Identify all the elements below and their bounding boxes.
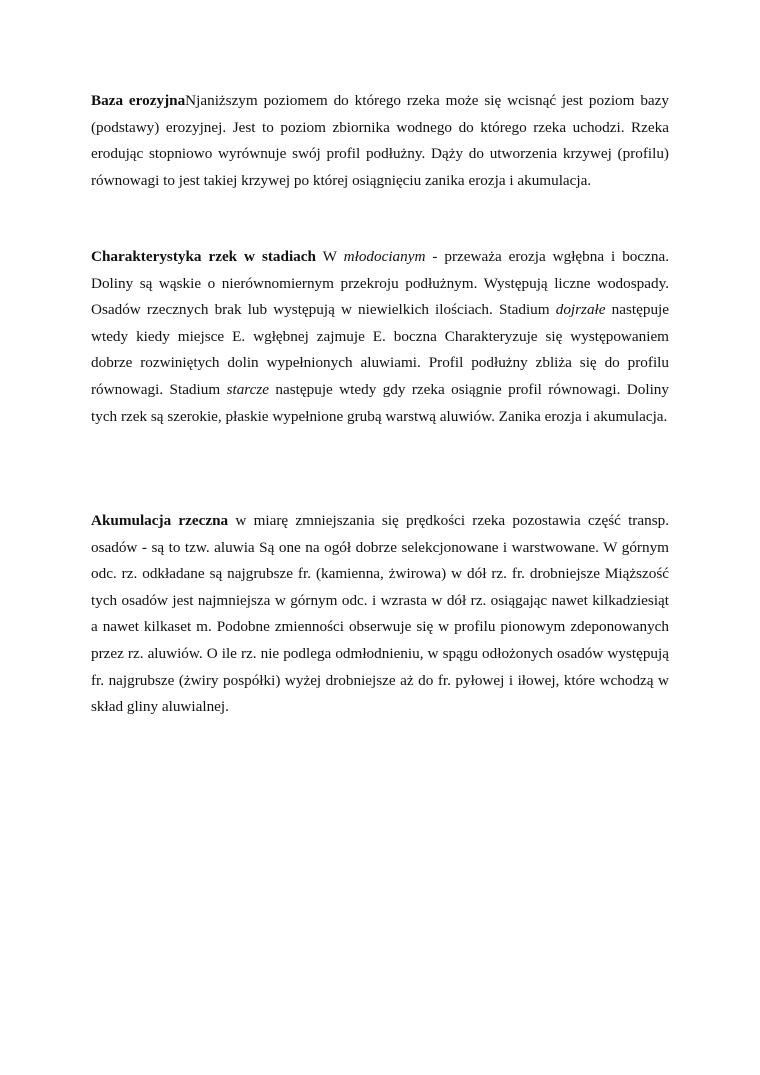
paragraph-text: następuje wtedy kiedy miejsce E. wgłębnej zajmuje E. boczna Charakteryzuje się występowaniem dobrze rozwiniętych dolin wypełnionych aluwiami. Profil podłużny zbliża się do profilu równowagi. Stadium (91, 301, 670, 398)
paragraph-text: w miarę zmniejszania się prędkości rzeka pozostawia część transp. osadów - są to tzw. aluwia Są one na ogół dobrze selekcjonowane i warstwowane. W górnym odc. rz. odkładane są najgrubsze fr. (kamienna, żwirowa) w dół rz. fr. drobniejsze Miąższość tych osadów jest najmniejsza w górnym odc. i wzrasta w dół rz. osiągając nawet kilkadziesiąt a nawet kilkaset m. Podobne zmienności obserwuje się w profilu pionowym zdeponowanych przez rz. aluwiów. O ile rz. nie podlega odmłodnieniu, w spągu odłożonych osadów występują fr. najgrubsze (żwiry pospółki) wyżej drobniejsze aż do fr. pyłowej i iłowej, które wchodzą w skład gliny aluwialnej. (91, 512, 669, 716)
term-starcze: starcze (226, 380, 270, 398)
paragraph-akumulacja-rzeczna (91, 508, 669, 721)
paragraph-charakterystyka-rzek (91, 244, 669, 430)
paragraph-text: W (315, 248, 344, 265)
heading-baza-erozyjna: Baza erozyjna (91, 92, 186, 109)
heading-charakterystyka-rzek: Charakterystyka rzek w stadiach (91, 248, 316, 265)
heading-akumulacja-rzeczna: Akumulacja rzeczna (91, 512, 229, 529)
term-dojrzale: dojrzałe (555, 301, 606, 319)
paragraph-baza-erozyjna (91, 88, 669, 194)
paragraph-text: - przeważa erozja wgłębna i boczna. Doliny są wąskie o nierównomiernym przekroju podłużnym. Występują liczne wodospady. Osadów rzecznych brak lub występują w niewielkich ilościach. Stadium (91, 248, 669, 319)
term-mlodocianym: młodocianym (343, 248, 426, 265)
paragraph-text: następuje wtedy gdy rzeka osiągnie profil równowagi. Doliny tych rzek są szerokie, płaskie wypełnione grubą warstwą aluwiów. Zanika erozja i akumulacja. (91, 380, 669, 425)
paragraph-text: Njaniższym poziomem do którego rzeka może się wcisnąć jest poziom bazy (podstawy) erozyjnej. Jest to poziom zbiornika wodnego do którego rzeka uchodzi. Rzeka erodując stopniowo wyrównuje swój profil podłużny. Dąży do utworzenia krzywej (profilu) równowagi to jest takiej krzywej po której osiągnięciu zanika erozja i akumulacja. (91, 92, 669, 189)
